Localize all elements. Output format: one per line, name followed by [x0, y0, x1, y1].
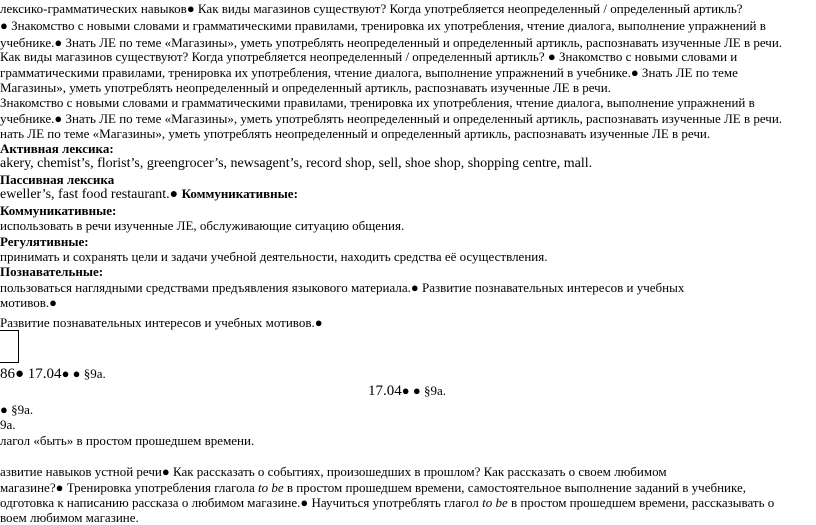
text-fragment-italic: to be — [482, 495, 508, 510]
text-line — [0, 496, 774, 509]
text-line: принимать и сохранять цели и задачи учебной деятельности, находить средства её осуществления. — [0, 249, 548, 264]
text-line — [368, 383, 446, 399]
text-line: ● Знакомство с новыми словами и грамматическими правилами, тренировка их употребления, чтение диалога, выполнение упражнений в — [0, 18, 766, 33]
text-line: учебнике.● Знать ЛЕ по теме «Магазины», уметь употреблять неопределенный и определенный артикль, распознавать изученные ЛЕ в речи. — [0, 35, 783, 50]
table-cell-box — [0, 330, 19, 363]
text-fragment: eweller’s, fast food restaurant.● — [0, 187, 182, 202]
text-line: грамматическими правилами, тренировка их употребления, чтение диалога, выполнение упражнений в учебнике.● Знать ЛЕ по теме — [0, 65, 738, 80]
section-heading-cognitive: Познавательные: — [0, 264, 104, 279]
lesson-paragraph: ● ● §9a. — [61, 366, 106, 381]
text-line: akery, chemist’s, florist’s, greengrocer’s, newsagent’s, record shop, sell, shoe shop, shopping centre, mall. — [0, 156, 593, 171]
text-fragment: одготовка к написанию рассказа о любимом магазине.● Научиться употреблять глагол — [0, 495, 483, 510]
lesson-date: ● 17.04 — [15, 366, 62, 382]
text-line: Развитие познавательных интересов и учебных мотивов.● — [0, 315, 323, 330]
text-line: ● §9a. — [0, 402, 34, 417]
text-line — [0, 187, 298, 202]
text-line: учебнике.● Знать ЛЕ по теме «Магазины», уметь употреблять неопределенный и определенный артикль, распознавать изученные ЛЕ в речи. — [0, 111, 783, 126]
text-line: лексико-грамматических навыков● Как виды магазинов существуют? Когда употребляется неопределенный / определенный артикль? — [0, 1, 743, 16]
lesson-date: 17.04 — [368, 383, 402, 399]
lesson-number: 86 — [0, 366, 15, 382]
text-line: азвитие навыков устной речи● Как рассказать о событиях, произошедших в прошлом? Как рассказать о своем любимом — [0, 464, 667, 479]
text-line: пользоваться наглядными средствами предъявления языкового материала.● Развитие познавательных интересов и учебных — [0, 280, 685, 295]
section-heading-passive-vocabulary: Пассивная лексика — [0, 172, 115, 187]
text-line: нать ЛЕ по теме «Магазины», уметь употреблять неопределенный и определенный артикль, распознавать изученные ЛЕ в речи. — [0, 126, 711, 141]
text-line: Знакомство с новыми словами и грамматическими правилами, тренировка их употребления, чтение диалога, выполнение упражнений в — [0, 95, 755, 110]
text-line: 9a. — [0, 417, 16, 432]
text-fragment-italic: to be — [257, 480, 284, 495]
lesson-paragraph: ● ● §9a. — [401, 383, 446, 398]
text-line: Как виды магазинов существуют? Когда употребляется неопределенный / определенный артикль? ● Знакомство с новыми словами и — [0, 49, 738, 64]
section-heading-regulatory: Регулятивные: — [0, 234, 89, 249]
text-line: мотивов.● — [0, 295, 57, 310]
text-line: Магазины», уметь употреблять неопределенный и определенный артикль, распознавать изученные ЛЕ в речи. — [0, 80, 611, 95]
text-fragment-bold: Коммуникативные: — [181, 186, 298, 201]
section-heading-active-vocabulary: Активная лексика: — [0, 141, 114, 156]
text-fragment: в простом прошедшем времени, самостоятельное выполнение заданий в учебнике, — [283, 480, 747, 495]
text-line: воем любимом магазине. — [0, 510, 139, 525]
section-heading-communicative: Коммуникативные: — [0, 203, 117, 218]
text-line: использовать в речи изученные ЛЕ, обслуживающие ситуацию общения. — [0, 218, 405, 233]
text-line: лагол «быть» в простом прошедшем времени. — [0, 433, 255, 448]
text-fragment: в простом прошедшем времени, рассказывать о — [507, 495, 775, 510]
text-line — [0, 366, 106, 382]
text-line — [0, 481, 746, 494]
text-fragment: магазине?● Тренировка употребления глагола — [0, 480, 258, 495]
